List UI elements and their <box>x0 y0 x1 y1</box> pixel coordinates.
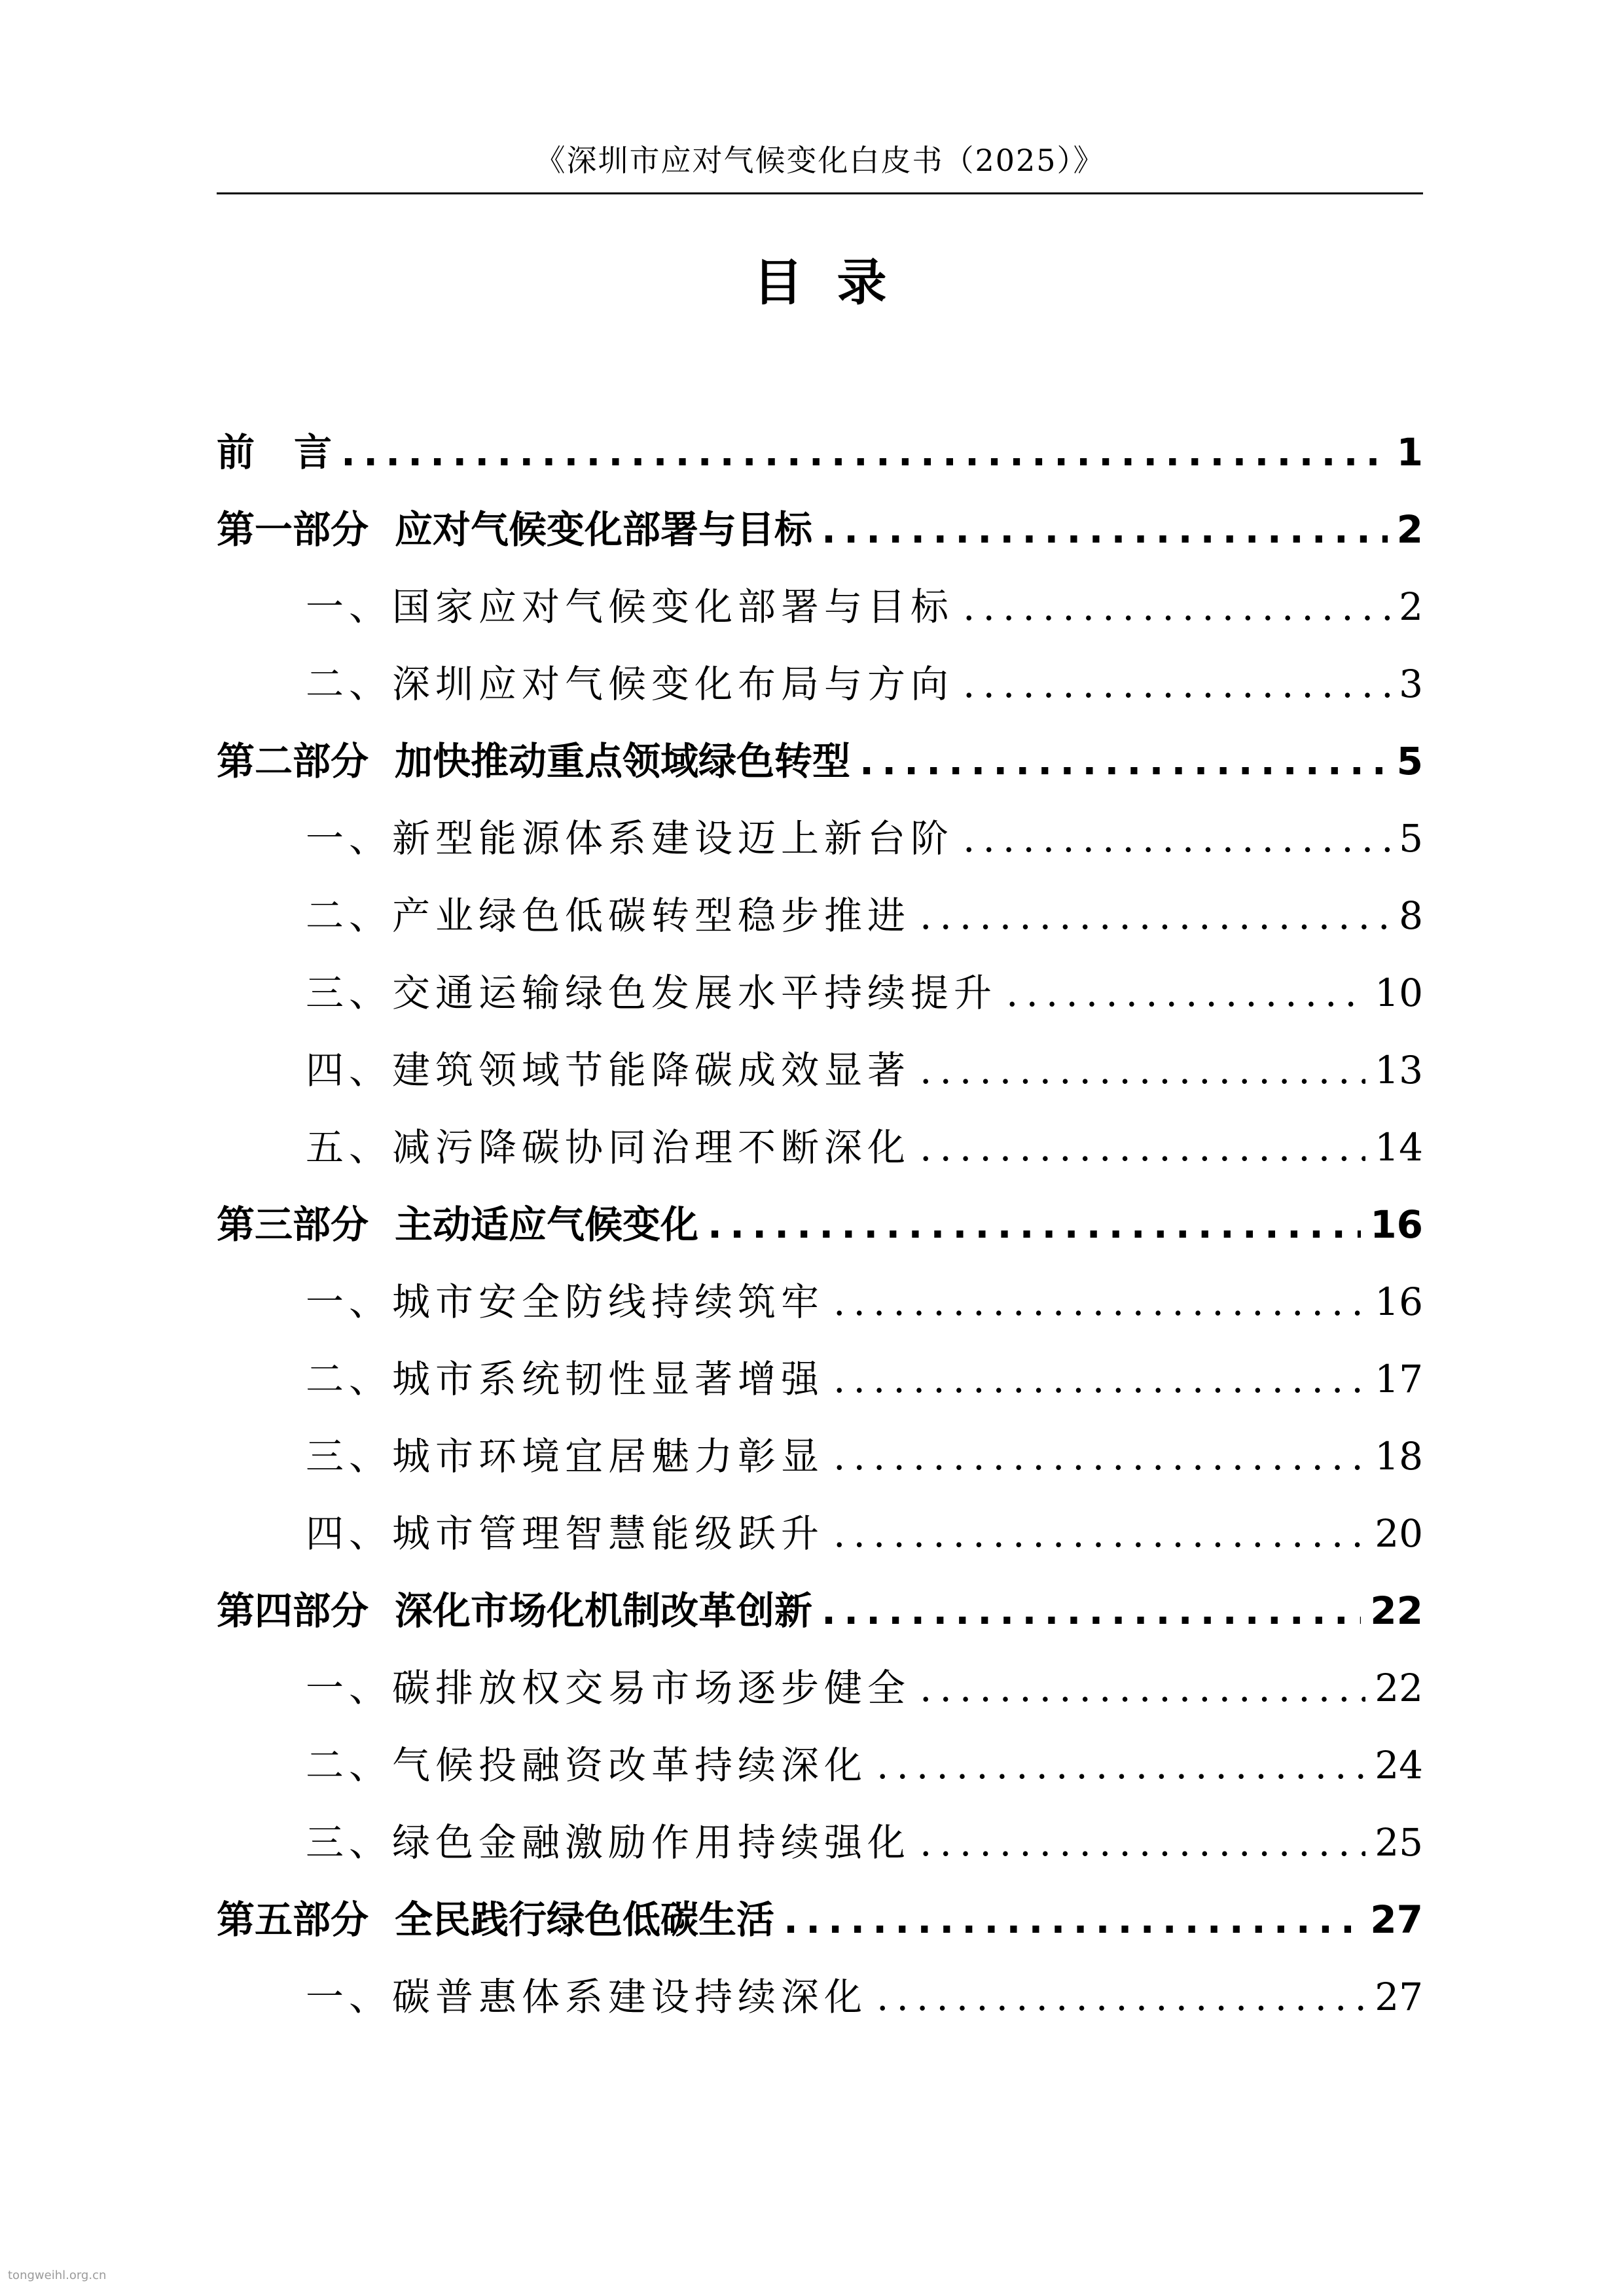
toc-entry-section[interactable] <box>217 1958 1423 2036</box>
toc-entry-title: 二、城市系统韧性显著增强 <box>306 1357 825 1401</box>
toc-page-number: 8 <box>1399 893 1423 938</box>
toc-preface-char-2: 言 <box>294 430 333 475</box>
toc-entry-title <box>217 1186 698 1263</box>
toc-part-number: 第五部分 <box>217 1897 369 1942</box>
toc-entry-title: 一、城市安全防线持续筑牢 <box>306 1280 825 1324</box>
toc-title-char-1: 目 <box>753 253 803 312</box>
toc-page-number: 14 <box>1375 1125 1423 1170</box>
toc-entry-title: 一、新型能源体系建设迈上新台阶 <box>306 816 954 861</box>
toc-entry-section[interactable] <box>217 1649 1423 1727</box>
dot-leader <box>920 877 1390 954</box>
watermark: tongweihl.org.cn <box>8 2269 107 2282</box>
toc-entry-title <box>217 723 850 800</box>
toc-entry-title: 一、碳普惠体系建设持续深化 <box>306 1975 868 2019</box>
toc-page-number: 20 <box>1375 1511 1423 1556</box>
dot-leader <box>859 723 1388 800</box>
toc-entry-title: 三、交通运输绿色发展水平持续提升 <box>306 971 998 1015</box>
toc-entry-title: 二、气候投融资改革持续深化 <box>306 1743 868 1787</box>
dot-leader <box>821 1572 1361 1649</box>
toc-entry-section[interactable] <box>217 954 1423 1031</box>
toc-entry-part[interactable] <box>217 723 1423 800</box>
dot-leader <box>784 1881 1361 1958</box>
toc-entry-part[interactable] <box>217 491 1423 568</box>
toc-entry-title <box>217 1572 812 1649</box>
toc-title-char-2: 录 <box>837 253 887 312</box>
toc-page-number: 13 <box>1375 1048 1423 1092</box>
toc-part-number: 第三部分 <box>217 1202 369 1247</box>
toc-page-number: 10 <box>1375 971 1423 1015</box>
dot-leader <box>920 1649 1365 1727</box>
toc-page-number: 27 <box>1370 1897 1423 1942</box>
toc-page-number: 25 <box>1375 1820 1423 1865</box>
toc-page-number: 22 <box>1375 1666 1423 1710</box>
dot-leader <box>920 1804 1365 1881</box>
toc-part-title: 应对气候变化部署与目标 <box>395 507 813 552</box>
toc-entry-title <box>217 491 812 568</box>
toc-part-number: 第一部分 <box>217 507 369 552</box>
toc-page-number: 17 <box>1375 1357 1423 1401</box>
toc-part-number: 第二部分 <box>217 739 369 783</box>
dot-leader <box>833 1418 1365 1495</box>
toc-entry-section[interactable] <box>217 1340 1423 1418</box>
dot-leader <box>963 800 1390 877</box>
toc-entry-title: 三、城市环境宜居魅力彰显 <box>306 1434 825 1479</box>
toc-entry-section[interactable] <box>217 1418 1423 1495</box>
toc-page-number: 2 <box>1396 507 1423 552</box>
toc-entry-part[interactable] <box>217 1572 1423 1649</box>
dot-leader <box>833 1263 1365 1340</box>
toc-entry-title: 一、碳排放权交易市场逐步健全 <box>306 1666 911 1710</box>
toc-preface-char-1: 前 <box>217 430 295 475</box>
toc-entry-title: 一、国家应对气候变化部署与目标 <box>306 584 954 629</box>
toc-page-number: 16 <box>1375 1280 1423 1324</box>
dot-leader <box>920 1109 1365 1186</box>
toc-entry-section[interactable] <box>217 568 1423 645</box>
dot-leader <box>963 568 1390 645</box>
toc-title <box>217 250 1423 315</box>
toc-entry-section[interactable] <box>217 1495 1423 1572</box>
toc-page-number: 2 <box>1399 584 1423 629</box>
toc-entry-title: 二、深圳应对气候变化布局与方向 <box>306 662 954 706</box>
toc-entry-section[interactable] <box>217 877 1423 954</box>
toc-page-number: 24 <box>1375 1743 1423 1787</box>
table-of-contents <box>217 414 1423 2036</box>
toc-part-title: 加快推动重点领域绿色转型 <box>395 739 851 783</box>
toc-entry-title: 四、建筑领域节能降碳成效显著 <box>306 1048 911 1092</box>
dot-leader <box>833 1340 1365 1418</box>
toc-part-number: 第四部分 <box>217 1588 369 1633</box>
toc-entry-section[interactable] <box>217 1804 1423 1881</box>
dot-leader <box>341 414 1388 491</box>
toc-page-number: 3 <box>1399 662 1423 706</box>
toc-entry-section[interactable] <box>217 1109 1423 1186</box>
dot-leader <box>876 1727 1365 1804</box>
toc-page-number: 1 <box>1396 430 1423 475</box>
toc-entry-section[interactable] <box>217 800 1423 877</box>
toc-page-number: 16 <box>1370 1202 1423 1247</box>
dot-leader <box>1006 954 1365 1031</box>
toc-entry-section[interactable] <box>217 645 1423 723</box>
header-divider <box>217 192 1423 194</box>
toc-entry-section[interactable] <box>217 1031 1423 1109</box>
dot-leader <box>833 1495 1365 1572</box>
dot-leader <box>876 1958 1365 2036</box>
toc-entry-part[interactable] <box>217 1881 1423 1958</box>
dot-leader <box>708 1186 1361 1263</box>
toc-part-title: 深化市场化机制改革创新 <box>395 1588 813 1633</box>
toc-entry-title <box>217 414 332 491</box>
toc-entry-title: 三、绿色金融激励作用持续强化 <box>306 1820 911 1865</box>
dot-leader <box>963 645 1390 723</box>
toc-page-number: 27 <box>1375 1975 1423 2019</box>
toc-entry-section[interactable] <box>217 1727 1423 1804</box>
toc-page-number: 18 <box>1375 1434 1423 1479</box>
toc-entry-title <box>217 1881 774 1958</box>
toc-entry-title: 二、产业绿色低碳转型稳步推进 <box>306 893 911 938</box>
dot-leader <box>821 491 1388 568</box>
toc-entry-section[interactable] <box>217 1263 1423 1340</box>
toc-page-number: 5 <box>1399 816 1423 861</box>
toc-entry-part[interactable] <box>217 1186 1423 1263</box>
toc-page-number: 22 <box>1370 1588 1423 1633</box>
toc-entry-preface[interactable] <box>217 414 1423 491</box>
toc-entry-title: 五、减污降碳协同治理不断深化 <box>306 1125 911 1170</box>
toc-page-number: 5 <box>1396 739 1423 783</box>
toc-part-title: 全民践行绿色低碳生活 <box>395 1897 775 1942</box>
dot-leader <box>920 1031 1365 1109</box>
toc-part-title: 主动适应气候变化 <box>395 1202 699 1247</box>
running-header: 《深圳市应对气候变化白皮书（2025）》 <box>535 143 1105 178</box>
toc-entry-title: 四、城市管理智慧能级跃升 <box>306 1511 825 1556</box>
